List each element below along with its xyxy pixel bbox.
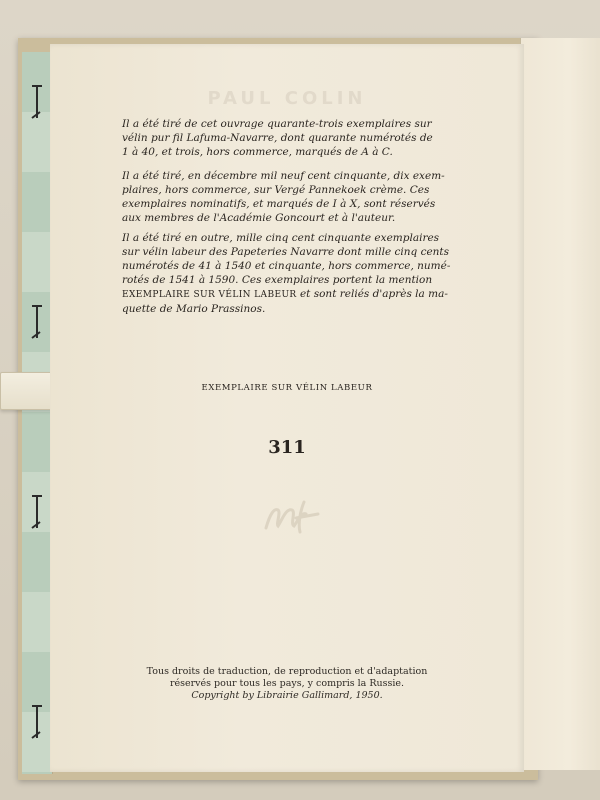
text-line: exemplaires nominatifs, et marqués de I à X, sont réservés xyxy=(122,198,436,210)
rights-notice xyxy=(50,666,524,702)
edition-label: EXEMPLAIRE SUR VÉLIN LABEUR xyxy=(201,383,373,393)
text-line: rotés de 1541 à 1590. Ces exemplaires portent la mention xyxy=(122,274,433,286)
text-line: Il a été tiré, en décembre mil neuf cent cinquante, dix exem- xyxy=(122,170,445,182)
text-fragment: et sont reliés d'après la ma- xyxy=(296,288,448,300)
nrf-monogram-icon xyxy=(260,494,330,538)
right-page-edge xyxy=(520,38,600,770)
paragraph-lafuma xyxy=(122,117,452,159)
text-line: Il a été tiré de cet ouvrage quarante-trois exemplaires sur xyxy=(122,118,432,130)
spine-ornament-icon xyxy=(28,82,46,122)
edition-mention: EXEMPLAIRE SUR VÉLIN LABEUR xyxy=(122,290,297,300)
text-line: Il a été tiré en outre, mille cinq cent cinquante exemplaires xyxy=(122,232,440,244)
text-line: quette de Mario Prassinos. xyxy=(122,303,266,315)
justification-page xyxy=(50,44,524,772)
text-line: plaires, hors commerce, sur Vergé Pannekoek crème. Ces xyxy=(122,184,430,196)
text-line xyxy=(122,287,452,302)
text-line: 1 à 40, et trois, hors commerce, marqués de A à C. xyxy=(122,146,393,158)
text-line: numérotés de 41 à 1540 et cinquante, hors commerce, numé- xyxy=(122,260,451,272)
paragraph-pannekoek xyxy=(122,169,452,225)
show-through-title: PAUL COLIN xyxy=(207,88,367,109)
spine-ornament-icon xyxy=(28,492,46,532)
book-spine xyxy=(22,52,53,774)
text-line: vélin pur fil Lafuma-Navarre, dont quarante numérotés de xyxy=(122,132,433,144)
copyright-line: Copyright by Librairie Gallimard, 1950. xyxy=(191,690,383,701)
text-line: réservés pour tous les pays, y compris la Russie. xyxy=(169,678,405,689)
text-line: sur vélin labeur des Papeteries Navarre dont mille cinq cents xyxy=(122,246,450,258)
spine-ornament-icon xyxy=(28,302,46,342)
paragraph-velin-labeur xyxy=(122,231,452,316)
text-line: aux membres de l'Académie Goncourt et à l'auteur. xyxy=(122,212,396,224)
copy-number: 311 xyxy=(268,437,306,458)
text-line: Tous droits de traduction, de reproduction et d'adaptation xyxy=(146,666,428,677)
spine-ornament-icon xyxy=(28,702,46,742)
